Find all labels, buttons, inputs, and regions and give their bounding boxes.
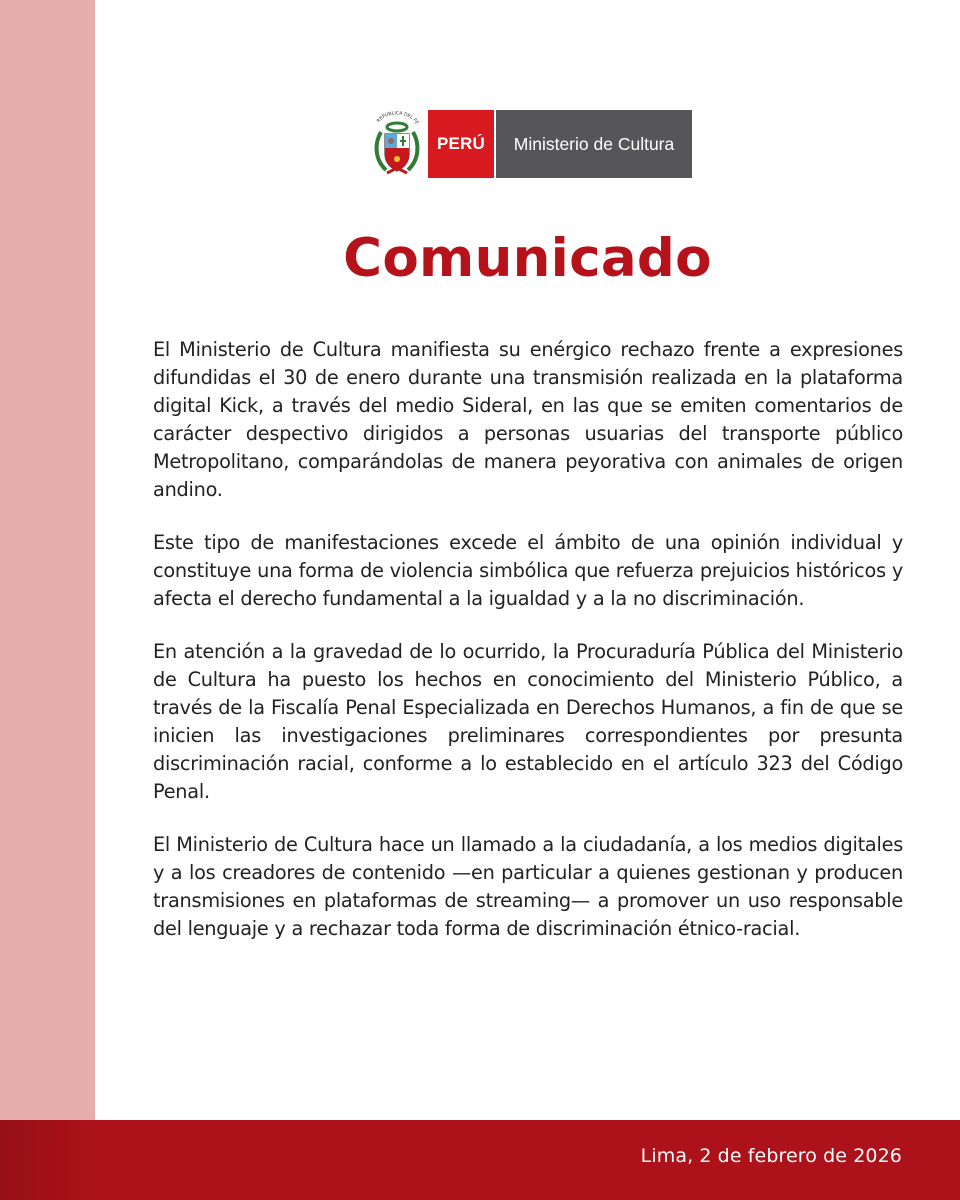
ministry-logo — [372, 110, 692, 178]
paragraph-3: En atención a la gravedad de lo ocurrido, la Procuraduría Pública del Ministerio de Cultura ha puesto los hechos en conocimiento del Ministerio Público, a través de la Fiscalía Penal Especializada en Derechos Humanos, a fin de que se inicien las investigaciones preliminares correspondientes por presunta discriminación racial, conforme a lo establecido en el artículo 323 del Código Penal. — [153, 640, 903, 803]
brand-country-label: PERÚ — [428, 110, 494, 178]
peru-coat-of-arms-icon — [372, 110, 422, 178]
footer-date: Lima, 2 de febrero de 2026 — [640, 1145, 902, 1167]
svg-text:REPÚBLICA DEL PERÚ: REPÚBLICA DEL PE — [376, 111, 419, 126]
paragraph-4: El Ministerio de Cultura hace un llamado a la ciudadanía, a los medios digitales y a los creadores de contenido —en particular a quienes gestionan y producen transmisiones en plataformas de streaming— a promover un uso responsable del lenguaje y a rechazar toda forma de discriminación étnico-racial. — [153, 833, 903, 940]
paragraph-2: Este tipo de manifestaciones excede el ámbito de una opinión individual y constituye una forma de violencia simbólica que refuerza prejuicios históricos y afecta el derecho fundamental a la igualdad y a la no discriminación. — [153, 531, 903, 610]
page-title: Comunicado — [343, 228, 712, 289]
side-decorative-band — [0, 0, 95, 1120]
statement-body — [153, 336, 903, 968]
paragraph-1: El Ministerio de Cultura manifiesta su enérgico rechazo frente a expresiones difundidas el 30 de enero durante una transmisión realizada en la plataforma digital Kick, a través del medio Sideral, en las que se emiten comentarios de carácter despectivo dirigidos a personas usuarias del transporte público Metropolitano, comparándolas de manera peyorativa con animales de origen andino. — [153, 338, 903, 501]
brand-ministry-label: Ministerio de Cultura — [496, 110, 692, 178]
